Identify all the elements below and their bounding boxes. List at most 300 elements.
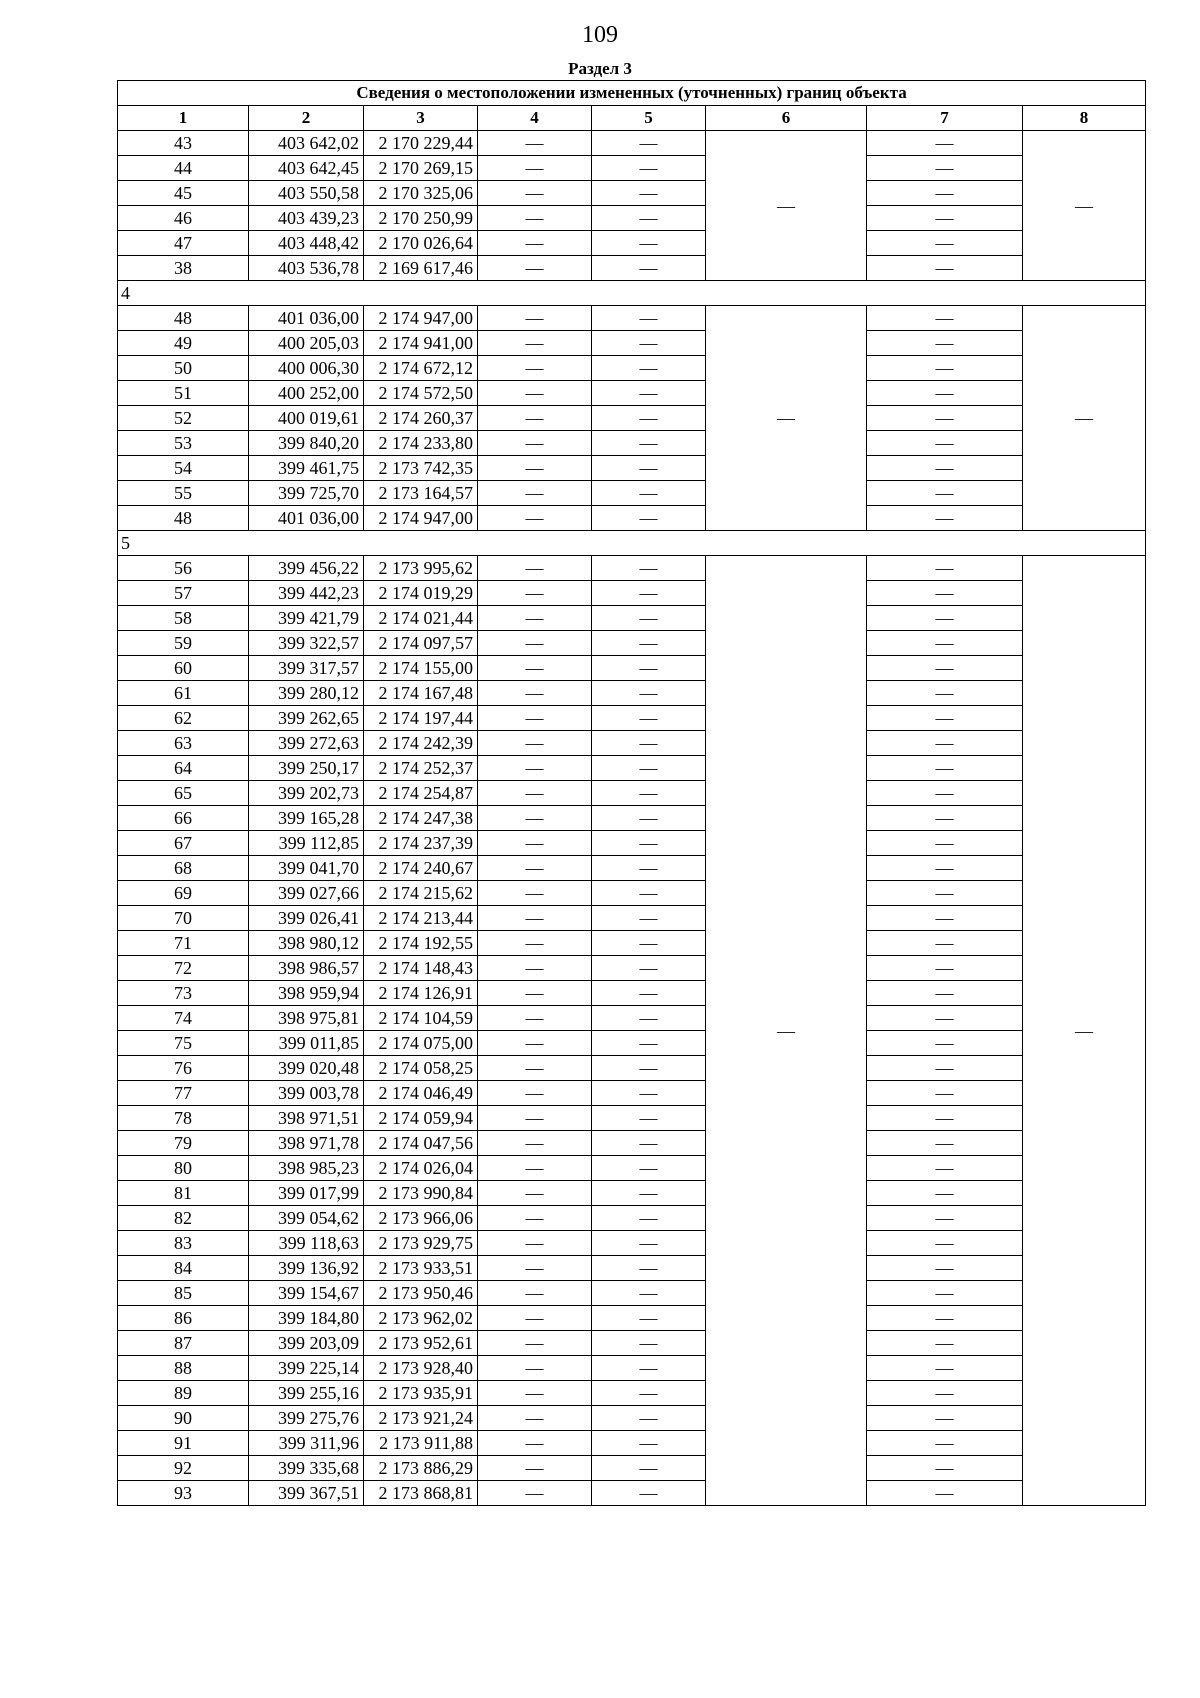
coordinate-x: 399 262,65 xyxy=(249,706,364,731)
dash-cell: — xyxy=(867,456,1023,481)
coordinate-x: 399 026,41 xyxy=(249,906,364,931)
table-row xyxy=(118,931,1146,956)
coordinate-y: 2 174 097,57 xyxy=(364,631,478,656)
dash-cell: — xyxy=(867,1281,1023,1306)
coordinate-y: 2 173 933,51 xyxy=(364,1256,478,1281)
point-number: 89 xyxy=(118,1381,249,1406)
dash-cell: — xyxy=(478,631,592,656)
dash-cell: — xyxy=(478,1206,592,1231)
dash-cell: — xyxy=(867,781,1023,806)
dash-cell: — xyxy=(867,331,1023,356)
table-row xyxy=(118,581,1146,606)
table-row xyxy=(118,431,1146,456)
point-number: 67 xyxy=(118,831,249,856)
dash-cell: — xyxy=(867,1481,1023,1506)
dash-cell: — xyxy=(592,781,706,806)
table-row xyxy=(118,206,1146,231)
dash-cell: — xyxy=(592,256,706,281)
coordinate-x: 400 006,30 xyxy=(249,356,364,381)
point-number: 93 xyxy=(118,1481,249,1506)
dash-cell: — xyxy=(478,956,592,981)
dash-cell: — xyxy=(478,1381,592,1406)
dash-cell: — xyxy=(592,881,706,906)
coordinate-y: 2 170 269,15 xyxy=(364,156,478,181)
coordinate-y: 2 174 148,43 xyxy=(364,956,478,981)
coordinate-x: 398 971,78 xyxy=(249,1131,364,1156)
coordinate-x: 399 250,17 xyxy=(249,756,364,781)
point-number: 44 xyxy=(118,156,249,181)
coordinate-y: 2 169 617,46 xyxy=(364,256,478,281)
coordinate-y: 2 174 233,80 xyxy=(364,431,478,456)
table-row xyxy=(118,906,1146,931)
dash-cell: — xyxy=(592,131,706,156)
dash-cell: — xyxy=(478,681,592,706)
coordinate-x: 399 112,85 xyxy=(249,831,364,856)
dash-cell: — xyxy=(592,331,706,356)
dash-cell: — xyxy=(592,1431,706,1456)
coordinate-x: 399 317,57 xyxy=(249,656,364,681)
coordinate-x: 399 275,76 xyxy=(249,1406,364,1431)
dash-cell: — xyxy=(478,231,592,256)
table-row xyxy=(118,1181,1146,1206)
point-number: 74 xyxy=(118,1006,249,1031)
coordinate-y: 2 173 928,40 xyxy=(364,1356,478,1381)
dash-cell: — xyxy=(592,1081,706,1106)
coordinate-x: 399 136,92 xyxy=(249,1256,364,1281)
point-number: 56 xyxy=(118,556,249,581)
point-number: 49 xyxy=(118,331,249,356)
dash-cell: — xyxy=(867,1031,1023,1056)
point-number: 76 xyxy=(118,1056,249,1081)
dash-cell: — xyxy=(592,231,706,256)
point-number: 48 xyxy=(118,506,249,531)
coordinate-y: 2 174 197,44 xyxy=(364,706,478,731)
dash-cell: — xyxy=(478,1331,592,1356)
dash-cell: — xyxy=(592,1106,706,1131)
coordinate-x: 399 041,70 xyxy=(249,856,364,881)
coordinate-y: 2 174 252,37 xyxy=(364,756,478,781)
dash-cell: — xyxy=(867,606,1023,631)
coordinate-y: 2 173 911,88 xyxy=(364,1431,478,1456)
table-title-row xyxy=(118,81,1146,106)
dash-cell: — xyxy=(867,756,1023,781)
table-row xyxy=(118,306,1146,331)
dash-cell: — xyxy=(478,1306,592,1331)
coordinate-x: 403 448,42 xyxy=(249,231,364,256)
dash-cell: — xyxy=(478,506,592,531)
table-row xyxy=(118,256,1146,281)
column-header-8: 8 xyxy=(1023,106,1146,131)
dash-cell: — xyxy=(478,206,592,231)
dash-cell: — xyxy=(867,1106,1023,1131)
dash-cell: — xyxy=(478,806,592,831)
column-header-5: 5 xyxy=(592,106,706,131)
coordinate-x: 399 442,23 xyxy=(249,581,364,606)
table-row xyxy=(118,1231,1146,1256)
point-number: 57 xyxy=(118,581,249,606)
section-title: Раздел 3 xyxy=(568,59,632,78)
coordinate-x: 400 205,03 xyxy=(249,331,364,356)
dash-cell: — xyxy=(592,731,706,756)
dash-cell: — xyxy=(867,1156,1023,1181)
column-header-3: 3 xyxy=(364,106,478,131)
dash-cell: — xyxy=(867,556,1023,581)
coordinate-y: 2 174 941,00 xyxy=(364,331,478,356)
coordinate-x: 399 184,80 xyxy=(249,1306,364,1331)
dash-cell: — xyxy=(478,906,592,931)
point-number: 59 xyxy=(118,631,249,656)
table-row xyxy=(118,181,1146,206)
dash-cell: — xyxy=(478,1156,592,1181)
table-row xyxy=(118,781,1146,806)
coordinate-x: 399 154,67 xyxy=(249,1281,364,1306)
dash-cell: — xyxy=(867,206,1023,231)
table-row xyxy=(118,131,1146,156)
coordinate-x: 399 017,99 xyxy=(249,1181,364,1206)
dash-cell: — xyxy=(592,381,706,406)
point-number: 53 xyxy=(118,431,249,456)
point-number: 46 xyxy=(118,206,249,231)
table-row xyxy=(118,956,1146,981)
coordinate-x: 403 550,58 xyxy=(249,181,364,206)
coordinate-y: 2 170 250,99 xyxy=(364,206,478,231)
point-number: 72 xyxy=(118,956,249,981)
coordinate-y: 2 174 247,38 xyxy=(364,806,478,831)
coordinate-y: 2 174 026,04 xyxy=(364,1156,478,1181)
table-row xyxy=(118,756,1146,781)
point-number: 48 xyxy=(118,306,249,331)
dash-cell: — xyxy=(592,831,706,856)
point-number: 66 xyxy=(118,806,249,831)
coordinate-x: 399 311,96 xyxy=(249,1431,364,1456)
table-row xyxy=(118,1406,1146,1431)
coordinate-x: 399 255,16 xyxy=(249,1381,364,1406)
coordinate-y: 2 174 260,37 xyxy=(364,406,478,431)
coordinate-x: 400 019,61 xyxy=(249,406,364,431)
coordinate-x: 398 985,23 xyxy=(249,1156,364,1181)
dash-cell: — xyxy=(592,1281,706,1306)
table-body xyxy=(118,81,1146,1506)
table-row xyxy=(118,1131,1146,1156)
table-row xyxy=(118,1431,1146,1456)
merged-dash-cell: — xyxy=(1023,556,1146,1506)
coordinate-y: 2 174 254,87 xyxy=(364,781,478,806)
coordinate-x: 403 536,78 xyxy=(249,256,364,281)
point-number: 63 xyxy=(118,731,249,756)
dash-cell: — xyxy=(867,1331,1023,1356)
dash-cell: — xyxy=(592,506,706,531)
dash-cell: — xyxy=(592,481,706,506)
coordinate-x: 398 959,94 xyxy=(249,981,364,1006)
table-row xyxy=(118,556,1146,581)
dash-cell: — xyxy=(478,1431,592,1456)
coordinate-y: 2 174 215,62 xyxy=(364,881,478,906)
point-number: 45 xyxy=(118,181,249,206)
dash-cell: — xyxy=(478,356,592,381)
table-row xyxy=(118,981,1146,1006)
coordinate-y: 2 174 021,44 xyxy=(364,606,478,631)
coordinate-x: 399 272,63 xyxy=(249,731,364,756)
dash-cell: — xyxy=(592,681,706,706)
coordinate-y: 2 173 995,62 xyxy=(364,556,478,581)
coordinate-x: 399 456,22 xyxy=(249,556,364,581)
dash-cell: — xyxy=(867,831,1023,856)
coordinate-x: 398 971,51 xyxy=(249,1106,364,1131)
dash-cell: — xyxy=(478,981,592,1006)
dash-cell: — xyxy=(867,806,1023,831)
dash-cell: — xyxy=(867,506,1023,531)
dash-cell: — xyxy=(478,881,592,906)
coordinate-y: 2 174 058,25 xyxy=(364,1056,478,1081)
section-label-row xyxy=(118,281,1146,306)
dash-cell: — xyxy=(867,1256,1023,1281)
coordinate-x: 399 421,79 xyxy=(249,606,364,631)
coordinate-y: 2 174 947,00 xyxy=(364,306,478,331)
dash-cell: — xyxy=(592,181,706,206)
dash-cell: — xyxy=(592,806,706,831)
dash-cell: — xyxy=(478,306,592,331)
dash-cell: — xyxy=(867,1356,1023,1381)
table-row xyxy=(118,506,1146,531)
dash-cell: — xyxy=(867,1381,1023,1406)
dash-cell: — xyxy=(592,1031,706,1056)
dash-cell: — xyxy=(478,1031,592,1056)
coordinate-x: 399 202,73 xyxy=(249,781,364,806)
dash-cell: — xyxy=(867,1081,1023,1106)
dash-cell: — xyxy=(867,1206,1023,1231)
coordinate-x: 400 252,00 xyxy=(249,381,364,406)
dash-cell: — xyxy=(478,1081,592,1106)
table-row xyxy=(118,231,1146,256)
column-header-2: 2 xyxy=(249,106,364,131)
dash-cell: — xyxy=(592,581,706,606)
coordinate-x: 399 020,48 xyxy=(249,1056,364,1081)
contour-label: 4 xyxy=(118,281,1146,306)
point-number: 73 xyxy=(118,981,249,1006)
dash-cell: — xyxy=(867,1231,1023,1256)
dash-cell: — xyxy=(867,1131,1023,1156)
coordinate-y: 2 170 325,06 xyxy=(364,181,478,206)
dash-cell: — xyxy=(867,1006,1023,1031)
dash-cell: — xyxy=(592,1006,706,1031)
dash-cell: — xyxy=(867,681,1023,706)
table-row xyxy=(118,331,1146,356)
dash-cell: — xyxy=(592,406,706,431)
dash-cell: — xyxy=(478,1181,592,1206)
coordinate-y: 2 173 868,81 xyxy=(364,1481,478,1506)
coordinate-x: 399 027,66 xyxy=(249,881,364,906)
dash-cell: — xyxy=(592,931,706,956)
dash-cell: — xyxy=(867,1406,1023,1431)
dash-cell: — xyxy=(592,1156,706,1181)
merged-dash-cell: — xyxy=(706,131,867,281)
point-number: 51 xyxy=(118,381,249,406)
table-row xyxy=(118,381,1146,406)
point-number: 50 xyxy=(118,356,249,381)
coordinate-y: 2 173 921,24 xyxy=(364,1406,478,1431)
dash-cell: — xyxy=(478,1056,592,1081)
dash-cell: — xyxy=(478,256,592,281)
dash-cell: — xyxy=(867,1181,1023,1206)
table-row xyxy=(118,881,1146,906)
dash-cell: — xyxy=(478,1131,592,1156)
table-row xyxy=(118,731,1146,756)
point-number: 54 xyxy=(118,456,249,481)
dash-cell: — xyxy=(592,981,706,1006)
coordinate-x: 399 367,51 xyxy=(249,1481,364,1506)
merged-dash-cell: — xyxy=(1023,131,1146,281)
dash-cell: — xyxy=(478,1356,592,1381)
dash-cell: — xyxy=(478,1006,592,1031)
dash-cell: — xyxy=(592,431,706,456)
dash-cell: — xyxy=(478,1456,592,1481)
coordinate-y: 2 173 952,61 xyxy=(364,1331,478,1356)
contour-label: 5 xyxy=(118,531,1146,556)
dash-cell: — xyxy=(867,956,1023,981)
dash-cell: — xyxy=(478,1481,592,1506)
table-row xyxy=(118,806,1146,831)
dash-cell: — xyxy=(478,381,592,406)
dash-cell: — xyxy=(867,881,1023,906)
dash-cell: — xyxy=(592,1206,706,1231)
coordinate-y: 2 174 572,50 xyxy=(364,381,478,406)
dash-cell: — xyxy=(592,456,706,481)
dash-cell: — xyxy=(478,1231,592,1256)
coordinates-table xyxy=(117,80,1146,1506)
dash-cell: — xyxy=(867,481,1023,506)
table-row xyxy=(118,1381,1146,1406)
dash-cell: — xyxy=(592,356,706,381)
dash-cell: — xyxy=(592,1381,706,1406)
dash-cell: — xyxy=(592,156,706,181)
table-row xyxy=(118,1206,1146,1231)
coordinate-x: 398 986,57 xyxy=(249,956,364,981)
point-number: 79 xyxy=(118,1131,249,1156)
coordinate-x: 403 642,45 xyxy=(249,156,364,181)
coordinate-y: 2 174 019,29 xyxy=(364,581,478,606)
coordinate-y: 2 170 229,44 xyxy=(364,131,478,156)
coordinate-x: 398 975,81 xyxy=(249,1006,364,1031)
dash-cell: — xyxy=(867,1306,1023,1331)
merged-dash-cell: — xyxy=(706,556,867,1506)
dash-cell: — xyxy=(592,1231,706,1256)
table-row xyxy=(118,1031,1146,1056)
dash-cell: — xyxy=(592,1306,706,1331)
point-number: 69 xyxy=(118,881,249,906)
coordinate-x: 399 840,20 xyxy=(249,431,364,456)
dash-cell: — xyxy=(592,1131,706,1156)
dash-cell: — xyxy=(478,931,592,956)
dash-cell: — xyxy=(592,706,706,731)
table-row xyxy=(118,1281,1146,1306)
table-row xyxy=(118,1006,1146,1031)
coordinate-x: 399 725,70 xyxy=(249,481,364,506)
coordinate-x: 399 011,85 xyxy=(249,1031,364,1056)
dash-cell: — xyxy=(592,306,706,331)
coordinate-x: 399 003,78 xyxy=(249,1081,364,1106)
coordinate-y: 2 173 962,02 xyxy=(364,1306,478,1331)
dash-cell: — xyxy=(478,131,592,156)
dash-cell: — xyxy=(867,706,1023,731)
merged-dash-cell: — xyxy=(1023,306,1146,531)
dash-cell: — xyxy=(478,706,592,731)
coordinate-y: 2 173 950,46 xyxy=(364,1281,478,1306)
table-row xyxy=(118,1106,1146,1131)
column-header-1: 1 xyxy=(118,106,249,131)
dash-cell: — xyxy=(478,781,592,806)
dash-cell: — xyxy=(478,1256,592,1281)
column-header-4: 4 xyxy=(478,106,592,131)
coordinate-y: 2 173 886,29 xyxy=(364,1456,478,1481)
dash-cell: — xyxy=(867,1056,1023,1081)
coordinate-y: 2 174 126,91 xyxy=(364,981,478,1006)
point-number: 62 xyxy=(118,706,249,731)
dash-cell: — xyxy=(592,1181,706,1206)
dash-cell: — xyxy=(867,731,1023,756)
coordinate-y: 2 174 237,39 xyxy=(364,831,478,856)
coordinate-y: 2 173 164,57 xyxy=(364,481,478,506)
table-row xyxy=(118,481,1146,506)
dash-cell: — xyxy=(867,631,1023,656)
table-row xyxy=(118,1331,1146,1356)
coordinate-y: 2 174 104,59 xyxy=(364,1006,478,1031)
coordinate-x: 401 036,00 xyxy=(249,306,364,331)
point-number: 43 xyxy=(118,131,249,156)
coordinate-x: 403 439,23 xyxy=(249,206,364,231)
dash-cell: — xyxy=(867,581,1023,606)
dash-cell: — xyxy=(867,856,1023,881)
dash-cell: — xyxy=(867,381,1023,406)
coordinate-y: 2 173 742,35 xyxy=(364,456,478,481)
table-row xyxy=(118,656,1146,681)
table-row xyxy=(118,831,1146,856)
point-number: 83 xyxy=(118,1231,249,1256)
coordinate-x: 399 280,12 xyxy=(249,681,364,706)
dash-cell: — xyxy=(478,1106,592,1131)
point-number: 84 xyxy=(118,1256,249,1281)
point-number: 85 xyxy=(118,1281,249,1306)
dash-cell: — xyxy=(592,556,706,581)
dash-cell: — xyxy=(592,656,706,681)
dash-cell: — xyxy=(478,606,592,631)
point-number: 91 xyxy=(118,1431,249,1456)
dash-cell: — xyxy=(478,481,592,506)
table-row xyxy=(118,1156,1146,1181)
point-number: 88 xyxy=(118,1356,249,1381)
coordinate-x: 398 980,12 xyxy=(249,931,364,956)
table-row xyxy=(118,631,1146,656)
dash-cell: — xyxy=(478,856,592,881)
point-number: 77 xyxy=(118,1081,249,1106)
section-label-row xyxy=(118,531,1146,556)
coordinate-y: 2 173 966,06 xyxy=(364,1206,478,1231)
coordinate-y: 2 174 947,00 xyxy=(364,506,478,531)
coordinate-y: 2 174 155,00 xyxy=(364,656,478,681)
dash-cell: — xyxy=(867,131,1023,156)
dash-cell: — xyxy=(592,856,706,881)
table-row xyxy=(118,706,1146,731)
table-row xyxy=(118,1306,1146,1331)
coordinate-x: 399 203,09 xyxy=(249,1331,364,1356)
table-row xyxy=(118,456,1146,481)
point-number: 38 xyxy=(118,256,249,281)
dash-cell: — xyxy=(867,306,1023,331)
dash-cell: — xyxy=(478,656,592,681)
coordinate-x: 399 165,28 xyxy=(249,806,364,831)
coordinate-y: 2 174 240,67 xyxy=(364,856,478,881)
column-header-6: 6 xyxy=(706,106,867,131)
dash-cell: — xyxy=(478,731,592,756)
